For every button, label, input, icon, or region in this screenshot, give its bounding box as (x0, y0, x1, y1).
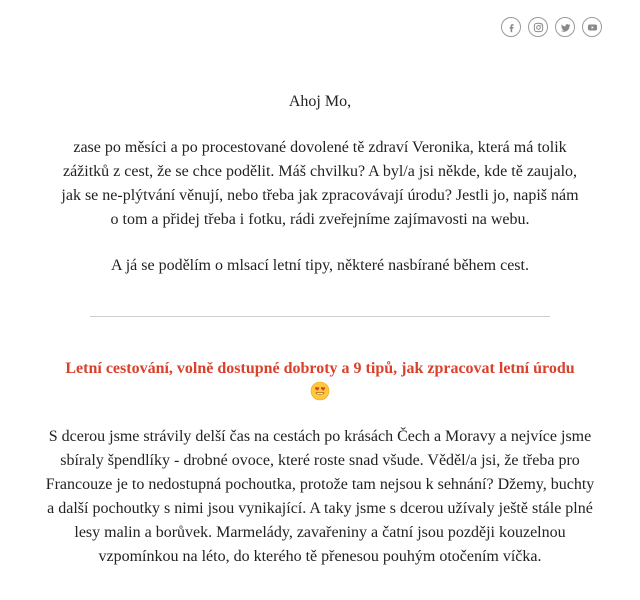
twitter-icon (560, 22, 571, 33)
body-line: lesy malin a borůvek. Marmelády, zavařeniny a čatní jsou později kouzelnou (74, 524, 566, 541)
body-line: a další pochoutky s nimi jsou vynikající. A taky jsme s dcerou užívaly ještě stále plné (47, 500, 593, 517)
instagram-icon (533, 22, 544, 33)
facebook-link[interactable] (501, 17, 521, 37)
divider (90, 316, 550, 317)
article-body (40, 425, 600, 569)
youtube-icon (587, 22, 598, 33)
youtube-link[interactable] (582, 17, 602, 37)
intro-line: o tom a přidej třeba i fotku, rádi zveřejníme zajímavosti na webu. (110, 211, 530, 228)
facebook-icon (506, 22, 517, 33)
greeting: Ahoj Mo, (288, 93, 352, 110)
intro-line: zase po měsíci a po procestované dovolené tě zdraví Veronika, která má tolik (73, 139, 567, 156)
intro-line: jak se ne-plýtvání věnují, nebo třeba jak zpracovávají úrodu? Jestli jo, napiš nám (61, 187, 579, 204)
body-line: S dcerou jsme strávily delší čas na cestách po krásách Čech a Moravy a nejvíce jsme (48, 428, 592, 445)
tips-paragraph: A já se podělím o mlsací letní tipy, některé nasbírané během cest. (111, 257, 529, 274)
intro-line: zážitků z cest, že se chce podělit. Máš chvilku? A byl/a jsi někde, kde tě zaujalo, (62, 163, 578, 180)
body-line: vzpomínkou na léto, do kterého tě přenesou pouhým otočením víčka. (98, 548, 542, 565)
instagram-link[interactable] (528, 17, 548, 37)
heart-eyes-emoji-icon (310, 381, 330, 401)
body-line: sbíraly špendlíky - drobné ovoce, které roste snad všude. Věděl/a jsi, že třeba pro (60, 452, 580, 469)
article-title[interactable]: Letní cestování, volně dostupné dobroty a 9 tipů, jak zpracovat letní úrodu (65, 360, 575, 377)
social-links (501, 17, 602, 37)
intro-paragraph (55, 136, 585, 232)
twitter-link[interactable] (555, 17, 575, 37)
body-line: Francouze je to nedostupná pochoutka, protože tam nejsou k sehnání? Džemy, buchty (45, 476, 595, 493)
